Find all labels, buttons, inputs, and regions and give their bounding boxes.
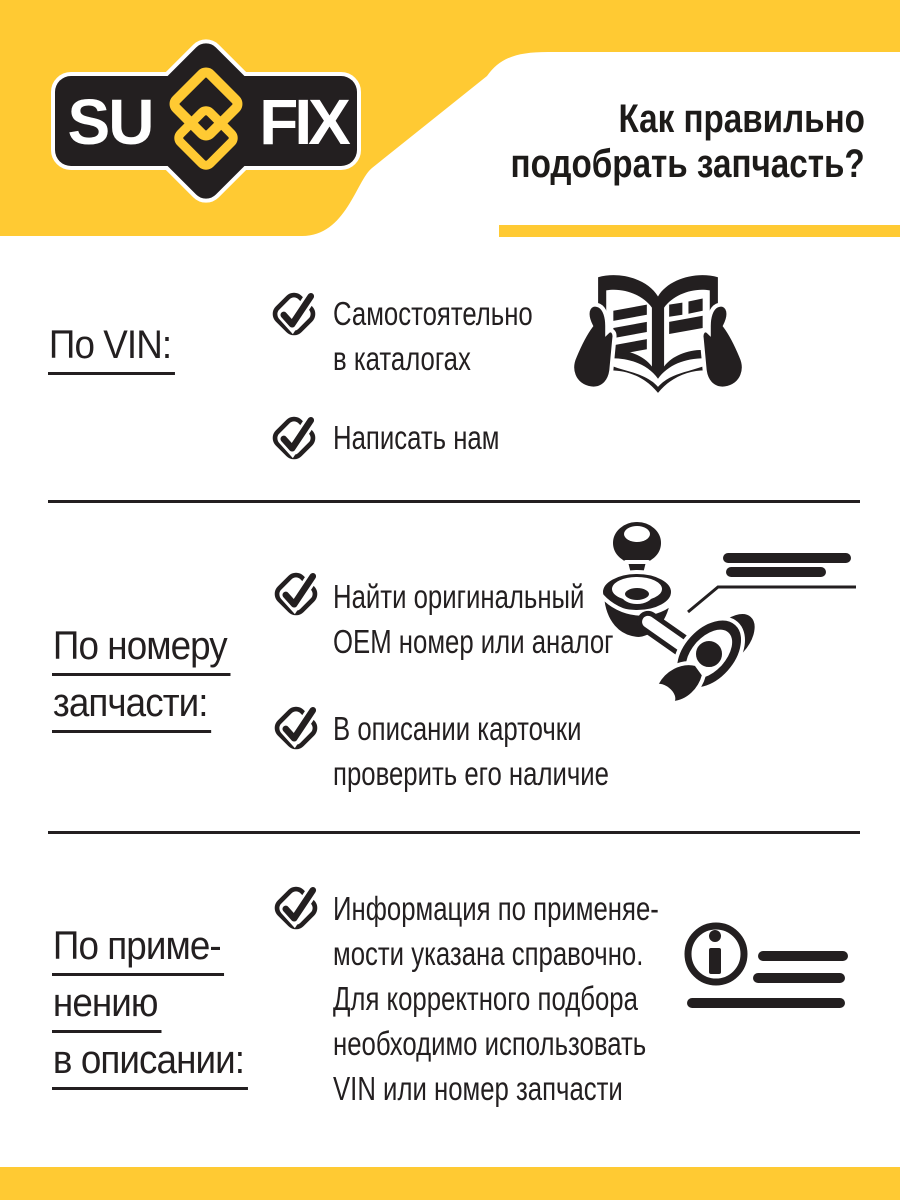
item-line: мости указана справочно.: [333, 935, 644, 972]
checkmark-icon: [268, 700, 324, 756]
heading-line: нению: [52, 983, 161, 1033]
info-icon: [680, 918, 860, 1013]
section-heading-by-application: [52, 926, 265, 1097]
item-self-in-catalogs: [333, 291, 589, 381]
section-heading-by-part-number: [52, 626, 246, 740]
book-in-hands-icon: [556, 264, 760, 398]
heading-line: в описании:: [52, 1040, 248, 1090]
section-divider: [48, 831, 860, 834]
logo-text-right: FIX: [259, 86, 347, 158]
item-line: проверить его наличие: [333, 755, 609, 792]
item-line: В описании карточки: [333, 710, 582, 747]
page-title: [438, 97, 865, 187]
item-line: VIN или номер запчасти: [333, 1070, 623, 1107]
logo-text-left: SU: [67, 86, 153, 158]
heading-line: По приме-: [52, 926, 224, 976]
checkmark-icon: [268, 880, 324, 936]
page-title-line1: Как правильно: [618, 97, 865, 141]
item-line: необходимо использовать: [333, 1025, 647, 1062]
item-line: в каталогах: [333, 340, 471, 377]
item-line: Найти оригинальный: [333, 578, 585, 615]
checkmark-icon: [266, 410, 322, 466]
heading-line: По номеру: [52, 626, 230, 676]
heading-line: По VIN:: [48, 325, 175, 375]
section-divider: [48, 500, 860, 503]
item-line: Самостоятельно: [333, 295, 533, 332]
item-line: OEM номер или аналог: [333, 623, 614, 660]
page-title-line2: подобрать запчасть?: [510, 142, 865, 186]
item-line: Информация по применяе-: [333, 890, 659, 927]
item-write-to-us: [333, 415, 546, 460]
stabilizer-link-icon: [590, 508, 860, 710]
title-underline-bar: [499, 225, 900, 237]
item-line: Написать нам: [333, 419, 500, 456]
callout-lines: [688, 553, 856, 612]
checkmark-icon: [266, 286, 322, 342]
item-line: Для корректного подбора: [333, 980, 638, 1017]
checkmark-icon: [268, 566, 324, 622]
section-heading-by-vin: [48, 325, 186, 382]
bottom-yellow-band: [0, 1167, 900, 1200]
item-check-card-description: [333, 706, 687, 796]
heading-line: запчасти:: [52, 683, 211, 733]
